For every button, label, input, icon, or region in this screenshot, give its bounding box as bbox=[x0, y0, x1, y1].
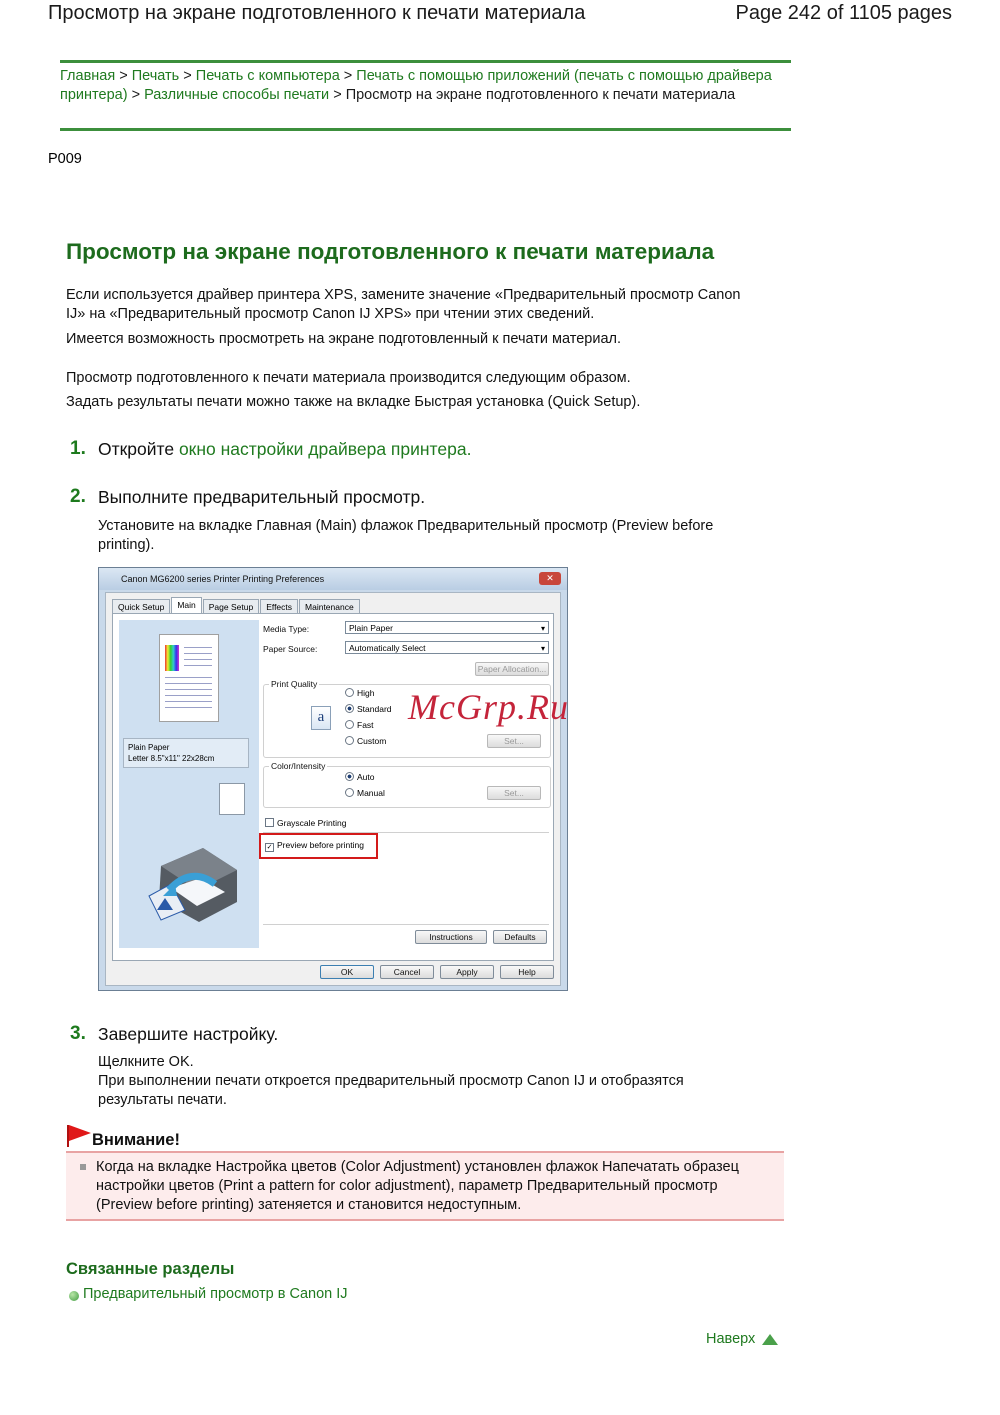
radio-selected-icon bbox=[345, 704, 354, 713]
text-line bbox=[184, 653, 212, 654]
cancel-button[interactable]: Cancel bbox=[380, 965, 434, 979]
paper-info-box bbox=[123, 738, 249, 768]
ok-button[interactable]: OK bbox=[320, 965, 374, 979]
preview-before-printing-checkbox[interactable] bbox=[265, 840, 364, 852]
color-intensity-label: Color/Intensity bbox=[271, 761, 326, 771]
paper-source-select[interactable]: Automatically Select ▾ bbox=[345, 641, 549, 654]
page-title: Просмотр на экране подготовленного к печати материала bbox=[66, 239, 715, 264]
breadcrumb-print-from-computer[interactable]: Печать с компьютера bbox=[195, 68, 340, 84]
quality-fast-radio[interactable] bbox=[345, 720, 374, 730]
text-line bbox=[165, 707, 212, 708]
tab-page-setup[interactable]: Page Setup bbox=[203, 599, 259, 614]
checkbox-label: Grayscale Printing bbox=[277, 818, 347, 828]
step-number: 3. bbox=[70, 1023, 86, 1044]
step-number: 2. bbox=[70, 486, 86, 507]
checkbox-label: Preview before printing bbox=[277, 840, 364, 850]
paper-size-text: Letter 8.5"x11" 22x28cm bbox=[128, 754, 215, 763]
text-line bbox=[165, 677, 212, 678]
print-quality-label: Print Quality bbox=[271, 679, 318, 689]
driver-settings-link[interactable]: окно настройки драйвера принтера. bbox=[178, 439, 472, 459]
step-body: Установите на вкладке Главная (Main) флажок Предварительный просмотр (Preview before printing). bbox=[98, 518, 714, 553]
intro-paragraph-preview: Имеется возможность просмотреть на экране подготовленный к печати материал. bbox=[66, 331, 622, 347]
dialog-titlebar bbox=[99, 568, 567, 590]
bottom-rule bbox=[60, 128, 791, 131]
radio-icon bbox=[345, 788, 354, 797]
divider bbox=[263, 924, 549, 925]
back-to-top-link[interactable]: Наверх bbox=[706, 1331, 756, 1347]
warning-flag-icon bbox=[66, 1124, 92, 1148]
step-body: Щелкните OK. bbox=[98, 1054, 194, 1070]
paper-preview bbox=[159, 634, 219, 722]
color-set-button[interactable]: Set... bbox=[487, 786, 541, 800]
doc-code: P009 bbox=[48, 151, 82, 167]
text-line bbox=[184, 659, 212, 660]
grayscale-checkbox[interactable] bbox=[265, 818, 346, 828]
main-tab-panel bbox=[112, 613, 554, 961]
breadcrumb-separator: > bbox=[131, 87, 141, 103]
apply-button[interactable]: Apply bbox=[440, 965, 494, 979]
tab-main[interactable]: Main bbox=[171, 597, 201, 614]
tab-maintenance[interactable]: Maintenance bbox=[299, 599, 360, 614]
page-counter: Page 242 of 1105 pages bbox=[735, 2, 952, 24]
help-button[interactable]: Help bbox=[500, 965, 554, 979]
paper-type-text: Plain Paper bbox=[128, 743, 170, 752]
printer-icon bbox=[141, 844, 241, 924]
intro-paragraph-xps: Если используется драйвер принтера XPS, замените значение «Предварительный просмотр Canon IJ» на «Предварительный просмотр Canon IJ XPS» при чтении этих сведений. bbox=[66, 287, 741, 322]
intro-paragraph-procedure: Просмотр подготовленного к печати материала производится следующим образом. bbox=[66, 370, 631, 386]
tab-bar bbox=[112, 597, 361, 613]
radio-label: High bbox=[357, 688, 375, 698]
text-line bbox=[165, 701, 212, 702]
breadcrumb-separator: > bbox=[183, 68, 192, 84]
paper-allocation-button[interactable]: Paper Allocation... bbox=[475, 662, 549, 676]
step-number: 1. bbox=[70, 438, 86, 459]
breadcrumb-print-from-apps[interactable]: Печать с помощью приложений (печать с помощью драйвера принтера) bbox=[60, 68, 772, 103]
dialog-body bbox=[105, 592, 561, 986]
radio-label: Standard bbox=[357, 704, 392, 714]
text-line bbox=[184, 665, 212, 666]
quality-custom-radio[interactable] bbox=[345, 736, 386, 746]
dialog-title: Canon MG6200 series Printer Printing Preferences bbox=[121, 574, 325, 584]
step-body: При выполнении печати откроется предварительный просмотр Canon IJ и отобразятся результаты печати. bbox=[98, 1073, 684, 1108]
breadcrumb-separator: > bbox=[343, 68, 353, 84]
breadcrumb-separator: > bbox=[119, 68, 128, 84]
link-bullet-icon bbox=[69, 1291, 79, 1301]
up-arrow-icon[interactable] bbox=[762, 1334, 778, 1345]
watermark: McGrp.Ru bbox=[408, 687, 569, 727]
breadcrumb-print[interactable]: Печать bbox=[131, 68, 180, 84]
step-heading bbox=[98, 439, 471, 460]
radio-label: Auto bbox=[357, 772, 375, 782]
quality-standard-radio[interactable] bbox=[345, 704, 392, 714]
breadcrumb-current: Просмотр на экране подготовленного к печати материала bbox=[345, 87, 736, 103]
checkbox-checked-icon: ✓ bbox=[266, 844, 273, 851]
printer-preferences-dialog bbox=[98, 567, 568, 991]
instructions-button[interactable]: Instructions bbox=[415, 930, 487, 944]
text-line bbox=[165, 683, 212, 684]
intro-paragraph-quick-setup: Задать результаты печати можно также на вкладке Быстрая установка (Quick Setup). bbox=[66, 394, 641, 410]
tab-quick-setup[interactable]: Quick Setup bbox=[112, 599, 170, 614]
step-heading: Завершите настройку. bbox=[98, 1024, 279, 1044]
radio-icon bbox=[345, 736, 354, 745]
radio-label: Custom bbox=[357, 736, 387, 746]
step-heading: Выполните предварительный просмотр. bbox=[98, 487, 426, 507]
preview-pane bbox=[119, 620, 259, 948]
text-line bbox=[165, 689, 212, 690]
radio-selected-icon bbox=[345, 772, 354, 781]
breadcrumb-various-methods[interactable]: Различные способы печати bbox=[144, 87, 330, 103]
page-header-title: Просмотр на экране подготовленного к печати материала bbox=[48, 2, 586, 24]
text-line bbox=[165, 695, 212, 696]
checkbox-icon bbox=[265, 818, 274, 827]
quality-set-button[interactable]: Set... bbox=[487, 734, 541, 748]
breadcrumb-separator: > bbox=[333, 87, 342, 103]
radio-label: Manual bbox=[357, 788, 385, 798]
quality-preview-icon: a bbox=[311, 706, 331, 730]
color-auto-radio[interactable] bbox=[345, 772, 375, 782]
media-type-select[interactable]: Plain Paper ▾ bbox=[345, 621, 549, 634]
orientation-button[interactable] bbox=[219, 783, 245, 815]
text-line bbox=[184, 647, 212, 648]
attention-text: Когда на вкладке Настройка цветов (Color Adjustment) установлен флажок Напечатать образец настройки цветов (Print a pattern for color adjustment), параметр Предварительный просмотр (Preview before printing) затеняется и становится недоступным. bbox=[96, 1159, 739, 1213]
close-icon[interactable]: ✕ bbox=[539, 572, 561, 585]
radio-icon bbox=[345, 688, 354, 697]
radio-icon bbox=[345, 720, 354, 729]
tab-effects[interactable]: Effects bbox=[260, 599, 298, 614]
paper-source-label: Paper Source: bbox=[263, 644, 318, 654]
breadcrumb bbox=[60, 67, 780, 105]
radio-label: Fast bbox=[357, 720, 374, 730]
breadcrumb-home[interactable]: Главная bbox=[60, 68, 116, 84]
media-type-label: Media Type: bbox=[263, 624, 310, 634]
step-heading-text: Откройте bbox=[98, 439, 175, 459]
attention-title: Внимание! bbox=[92, 1131, 180, 1149]
quality-high-radio[interactable] bbox=[345, 688, 374, 698]
bullet-icon bbox=[80, 1164, 86, 1170]
top-rule bbox=[60, 60, 791, 63]
related-title: Связанные разделы bbox=[66, 1260, 235, 1278]
related-link-canon-ij-preview[interactable]: Предварительный просмотр в Canon IJ bbox=[83, 1286, 348, 1302]
color-manual-radio[interactable] bbox=[345, 788, 385, 798]
defaults-button[interactable]: Defaults bbox=[493, 930, 547, 944]
color-bars bbox=[165, 645, 179, 671]
